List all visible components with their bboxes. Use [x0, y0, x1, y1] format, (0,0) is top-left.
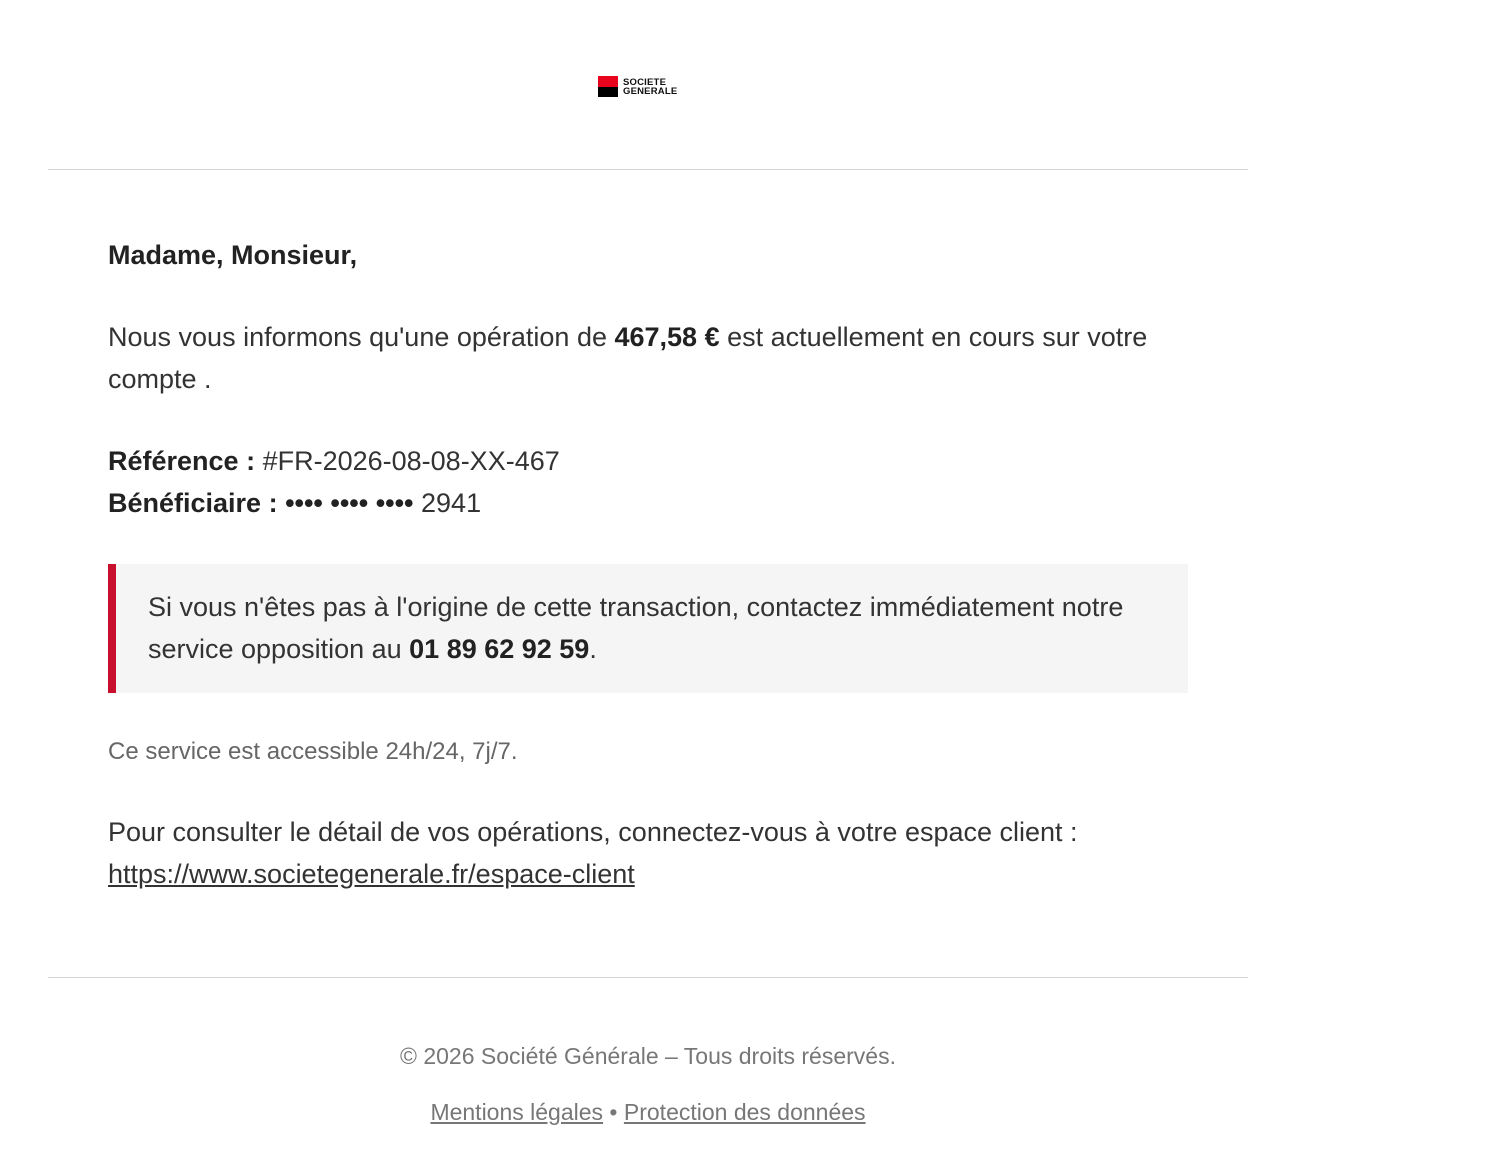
legal-notice-link[interactable]: Mentions légales — [430, 1099, 604, 1125]
reference-row — [108, 440, 1198, 482]
email-body — [108, 234, 1198, 895]
beneficiary-value: 2941 — [413, 488, 482, 518]
societe-generale-logo — [598, 76, 677, 97]
beneficiary-row — [108, 482, 1198, 524]
footer-separator: • — [603, 1099, 624, 1125]
espace-client-link[interactable]: https://www.societegenerale.fr/espace-client — [108, 859, 635, 889]
logo-wordmark: SOCIETE GENERALE — [623, 76, 678, 97]
intro-paragraph: Nous vous informons qu'une opération de 467,58 € est actuellement en cours sur votre compte . — [108, 322, 1148, 394]
transaction-details — [108, 440, 1198, 524]
privacy-link[interactable]: Protection des données — [623, 1099, 866, 1125]
footer-links — [48, 1090, 1248, 1134]
opposition-phone: 01 89 62 92 59 — [409, 634, 590, 664]
beneficiary-label: Bénéficiaire : •••• •••• •••• — [108, 488, 414, 518]
footer — [48, 1034, 1248, 1134]
greeting: Madame, Monsieur, — [108, 240, 358, 270]
reference-label: Référence : — [108, 446, 256, 476]
consult-paragraph: Pour consulter le détail de vos opérations, connectez-vous à votre espace client : https://www.societegenerale.fr/espace-client — [108, 817, 1078, 889]
footer-divider — [48, 977, 1248, 978]
copyright-text: © 2026 Société Générale – Tous droits réservés. — [400, 1043, 896, 1069]
opposition-alert-box: Si vous n'êtes pas à l'origine de cette transaction, contactez immédiatement notre service opposition au 01 89 62 92 59. — [108, 564, 1188, 693]
brand-square-icon — [598, 76, 618, 97]
header-divider — [48, 169, 1248, 170]
service-availability-note: Ce service est accessible 24h/24, 7j/7. — [108, 738, 518, 765]
reference-value: #FR-2026-08-08-XX-467 — [255, 446, 560, 476]
operation-amount: 467,58 € — [614, 322, 720, 352]
